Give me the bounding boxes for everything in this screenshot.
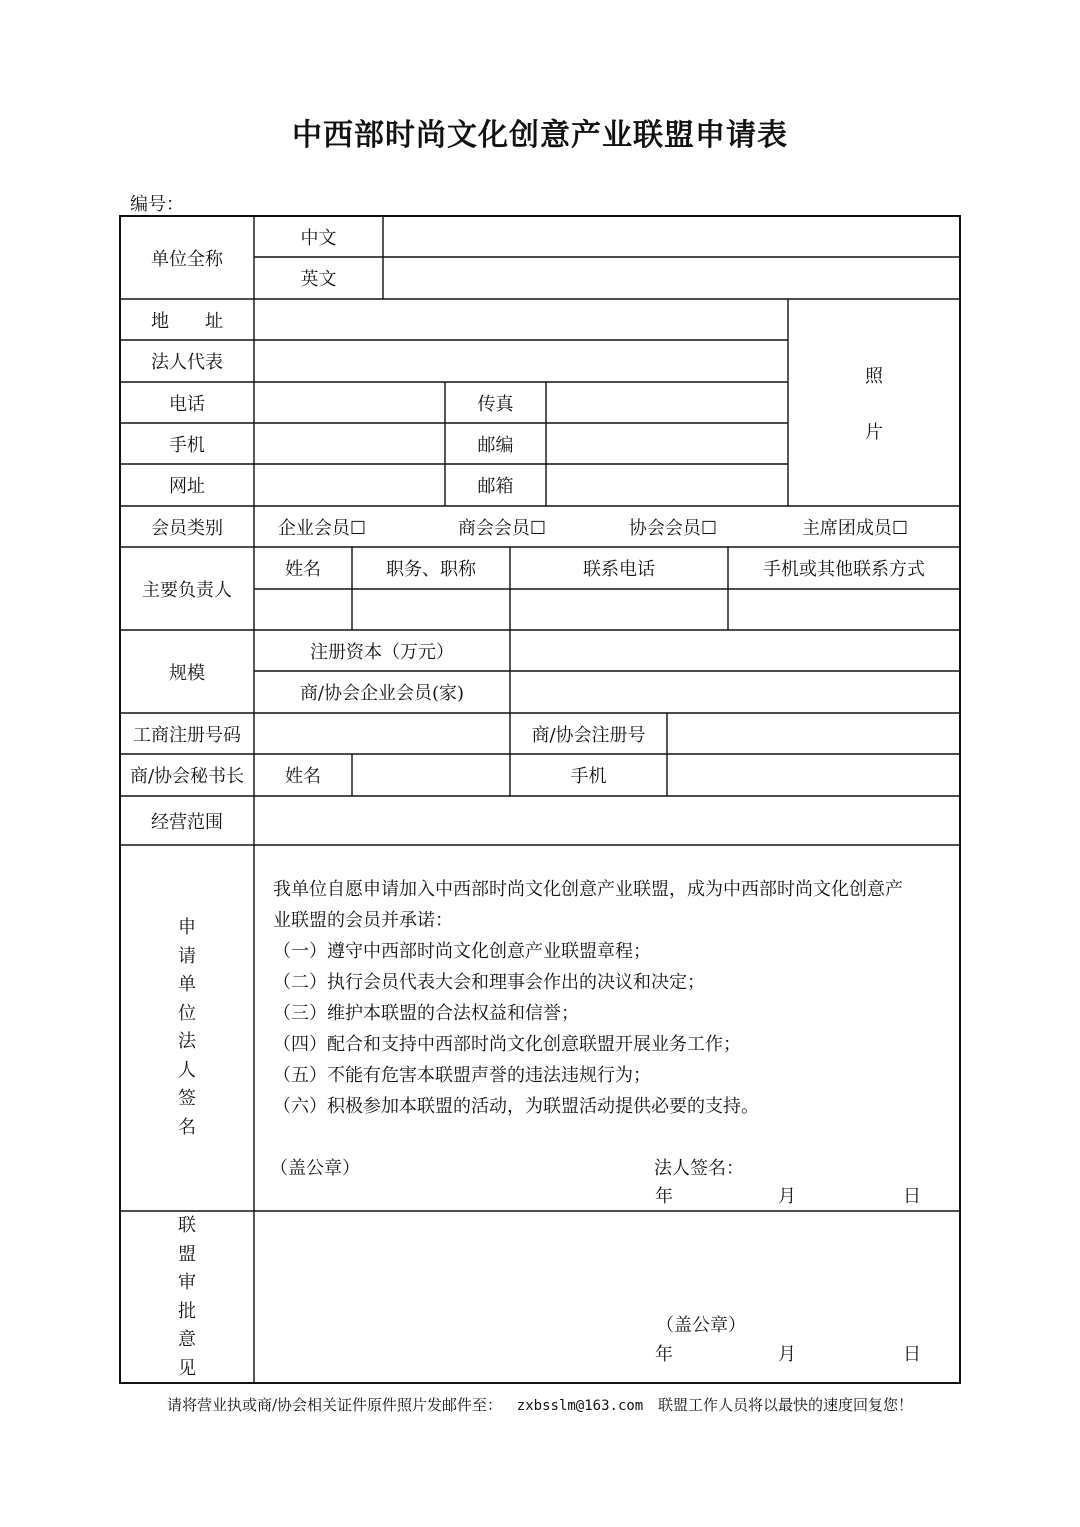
approval-month-label: 月	[778, 1344, 796, 1365]
secretary-name-field[interactable]	[353, 755, 509, 795]
application-side-char: 名	[178, 1116, 196, 1138]
statement-line: （四）配合和支持中西部时尚文化创意联盟开展业务工作；	[273, 1034, 741, 1055]
approval-seal-label: （盖公章）	[656, 1315, 746, 1336]
application-side-char: 单	[178, 974, 196, 995]
application-month-label: 月	[778, 1186, 796, 1207]
serial-number-label: 编号：	[130, 194, 184, 215]
phone-field[interactable]	[255, 383, 444, 422]
leader-mobile-field[interactable]	[729, 590, 959, 629]
leader-header-mobile: 手机或其他联系方式	[763, 559, 925, 580]
statement-line: （一）遵守中西部时尚文化创意产业联盟章程；	[273, 941, 651, 962]
biz-reg-no-field[interactable]	[255, 714, 509, 753]
statement-line: （三）维护本联盟的合法权益和信誉；	[273, 1003, 579, 1024]
application-day-label: 日	[903, 1186, 921, 1207]
approval-side-char: 见	[178, 1357, 196, 1379]
legal-rep-field[interactable]	[255, 341, 787, 381]
address-label: 地 址	[151, 310, 223, 332]
footer-prefix: 请将营业执或商/协会相关证件原件照片发邮件至：	[166, 1396, 503, 1414]
english-name-field[interactable]	[384, 258, 959, 298]
leader-title-field[interactable]	[353, 590, 509, 629]
application-side-char: 签	[178, 1088, 196, 1109]
leader-label: 主要负责人	[142, 579, 232, 601]
member-type-label: 会员类别	[151, 517, 223, 539]
assoc-reg-no-label: 商/协会注册号	[531, 724, 646, 746]
statement-line: （五）不能有危害本联盟声誉的违法违规行为；	[273, 1065, 651, 1086]
legal-rep-label: 法人代表	[151, 352, 223, 373]
member-option-chamber[interactable]: 商会会员☐	[457, 517, 547, 539]
application-seal-label: （盖公章）	[270, 1158, 360, 1179]
statement-line: 业联盟的会员并承诺：	[273, 910, 453, 931]
approval-side-char: 审	[178, 1272, 196, 1293]
approval-year-label: 年	[655, 1344, 673, 1365]
approval-side-label	[120, 1212, 254, 1383]
scale-label: 规模	[169, 662, 205, 684]
registered-capital-field[interactable]	[511, 631, 959, 670]
fax-label: 传真	[477, 393, 514, 415]
secretary-name-label: 姓名	[285, 766, 321, 787]
application-side-char: 申	[178, 917, 196, 938]
approval-side-char: 意	[178, 1329, 196, 1350]
statement-line: 我单位自愿申请加入中西部时尚文化创意产业联盟，成为中西部时尚文化创意产	[273, 879, 903, 900]
application-side-char: 人	[178, 1059, 196, 1081]
footer-suffix: 联盟工作人员将以最快的速度回复您！	[658, 1396, 914, 1414]
application-side-label	[120, 914, 254, 1142]
business-scope-field[interactable]	[255, 797, 959, 844]
approval-side-char: 批	[178, 1300, 196, 1322]
statement-line: （六）积极参加本联盟的活动，为联盟活动提供必要的支持。	[273, 1096, 759, 1117]
postcode-label: 邮编	[477, 434, 514, 456]
website-label: 网址	[169, 476, 205, 497]
member-option-association[interactable]: 协会会员☐	[628, 517, 718, 539]
leader-header-name: 姓名	[285, 559, 321, 580]
leader-header-title: 职务、职称	[386, 559, 476, 580]
secretary-label: 商/协会秘书长	[129, 766, 245, 787]
statement-line: （二）执行会员代表大会和理事会作出的决议和决定；	[273, 972, 705, 993]
leader-header-phone: 联系电话	[583, 559, 655, 580]
assoc-reg-no-field[interactable]	[668, 714, 959, 753]
photo-label-2: 片	[865, 422, 883, 443]
chinese-name-label: 中文	[300, 227, 337, 249]
association-members-field[interactable]	[511, 672, 959, 712]
english-name-label: 英文	[300, 269, 337, 290]
application-statement	[273, 874, 903, 1122]
application-side-char: 请	[178, 945, 196, 967]
secretary-mobile-label: 手机	[570, 766, 607, 787]
footer-email-link[interactable]: zxbsslm@163.com	[516, 1398, 644, 1414]
approval-side-char: 盟	[178, 1243, 196, 1265]
leader-phone-field[interactable]	[511, 590, 727, 629]
form-title: 中西部时尚文化创意产业联盟申请表	[292, 118, 788, 153]
application-side-char: 位	[178, 1002, 196, 1024]
leader-name-field[interactable]	[255, 590, 351, 629]
secretary-mobile-field[interactable]	[668, 755, 959, 795]
email-field[interactable]	[547, 465, 787, 505]
fax-field[interactable]	[547, 383, 787, 422]
photo-label-1: 照	[865, 366, 883, 387]
approval-opinion-field[interactable]	[255, 1212, 959, 1312]
application-side-char: 法	[178, 1031, 196, 1052]
legal-signature-label: 法人签名：	[654, 1158, 744, 1179]
association-members-label: 商/协会企业会员(家)	[299, 683, 465, 704]
postcode-field[interactable]	[547, 424, 787, 463]
unit-name-label: 单位全称	[151, 248, 223, 270]
address-field[interactable]	[255, 300, 787, 339]
chinese-name-field[interactable]	[384, 217, 959, 256]
photo-upload-area[interactable]	[789, 300, 959, 505]
application-year-label: 年	[655, 1186, 673, 1207]
approval-side-char: 联	[178, 1215, 196, 1236]
member-option-presidium[interactable]: 主席团成员☐	[801, 517, 909, 539]
registered-capital-label: 注册资本（万元）	[310, 641, 454, 663]
biz-reg-no-label: 工商注册号码	[133, 724, 241, 746]
member-option-enterprise[interactable]: 企业会员☐	[277, 517, 367, 539]
mobile-label: 手机	[169, 434, 205, 456]
mobile-field[interactable]	[255, 424, 444, 463]
approval-day-label: 日	[903, 1344, 921, 1365]
email-label: 邮箱	[477, 476, 514, 497]
footer-note	[0, 1394, 1080, 1415]
phone-label: 电话	[169, 393, 205, 415]
business-scope-label: 经营范围	[151, 811, 223, 833]
legal-signature-field[interactable]	[752, 1152, 952, 1180]
website-field[interactable]	[255, 465, 444, 505]
